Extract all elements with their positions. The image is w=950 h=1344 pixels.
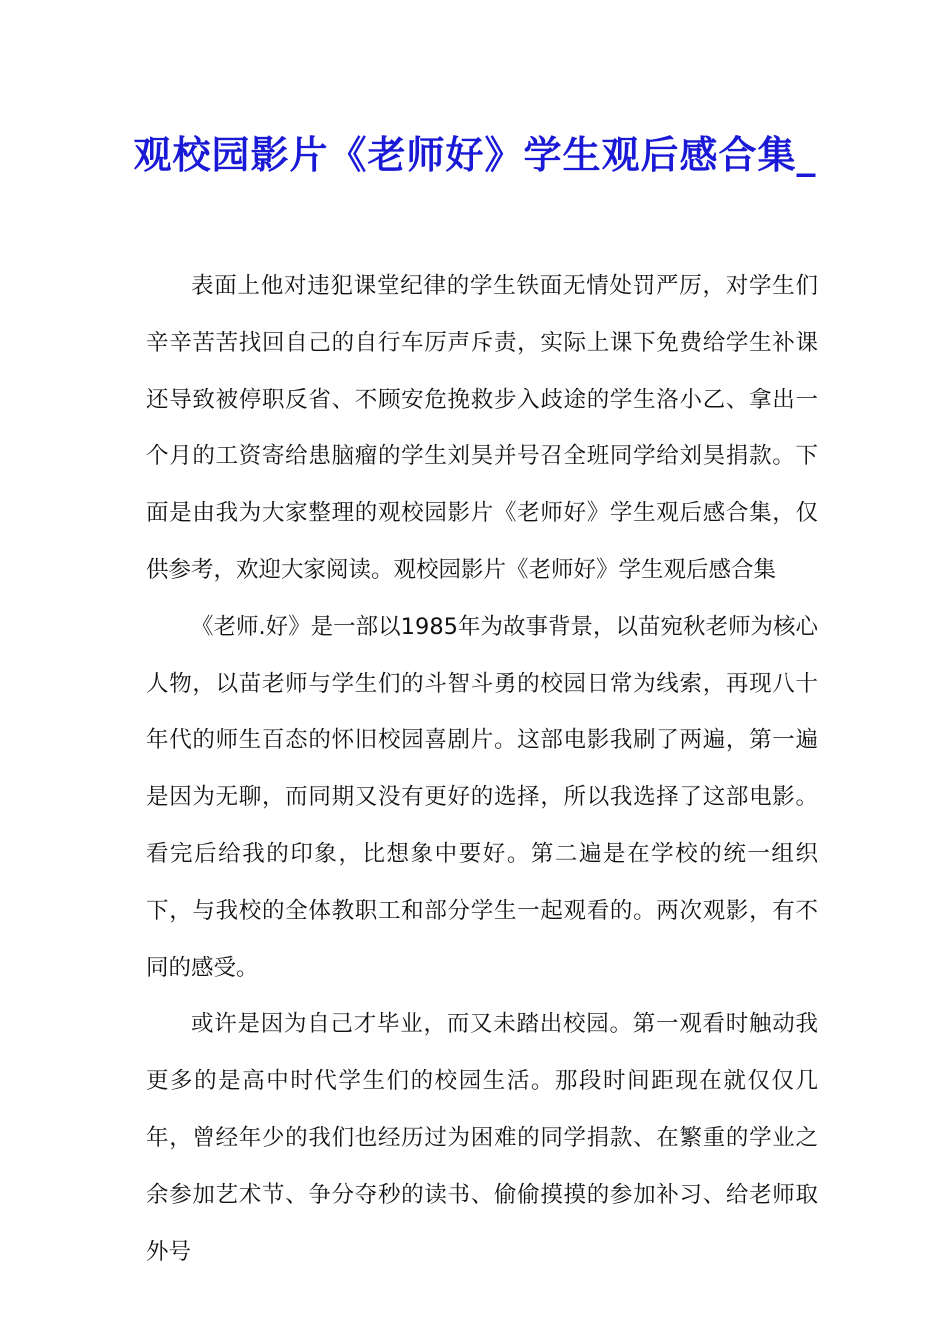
document-body: [146, 258, 818, 1280]
paragraph-3: 或许是因为自己才毕业，而又未踏出校园。第一观看时触动我更多的是高中时代学生们的校园生活。那段时间距现在就仅仅几年，曾经年少的我们也经历过为困难的同学捐款、在繁重的学业之余参加艺术节、争分夺秒的读书、偷偷摸摸的参加补习、给老师取外号: [146, 1011, 818, 1265]
paragraph-1: 表面上他对违犯课堂纪律的学生铁面无情处罚严厉，对学生们辛辛苦苦找回自己的自行车厉声斥责，实际上课下免费给学生补课还导致被停职反省、不顾安危挽救步入歧途的学生洛小乙、拿出一个月的工资寄给患脑瘤的学生刘昊并号召全班同学给刘昊捐款。下面是由我为大家整理的观校园影片《老师好》学生观后感合集，仅供参考，欢迎大家阅读。观校园影片《老师好》学生观后感合集: [146, 273, 818, 583]
paragraph-2: 《老师.好》是一部以1985年为故事背景，以苗宛秋老师为核心人物，以苗老师与学生们的斗智斗勇的校园日常为线索，再现八十年代的师生百态的怀旧校园喜剧片。这部电影我刷了两遍，第一遍是因为无聊，而同期又没有更好的选择，所以我选择了这部电影。看完后给我的印象，比想象中要好。第二遍是在学校的统一组织下，与我校的全体教职工和部分学生一起观看的。两次观影，有不同的感受。: [146, 613, 818, 981]
document-title: 观校园影片《老师好》学生观后感合集_: [133, 133, 817, 177]
